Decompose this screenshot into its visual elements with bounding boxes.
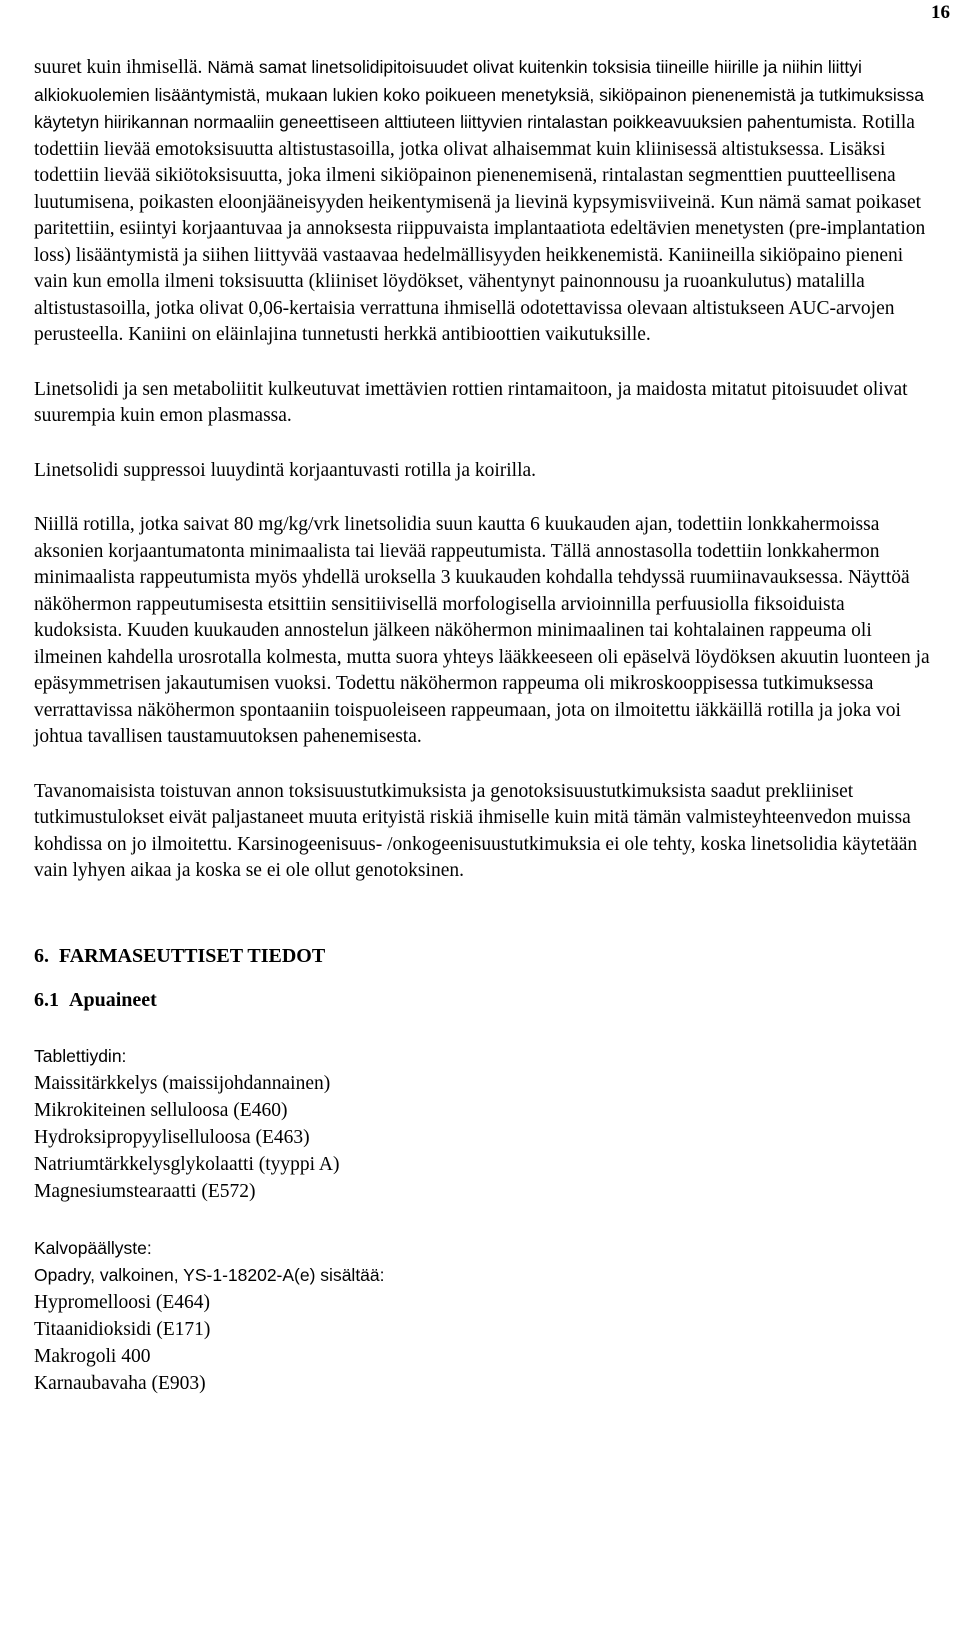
- paragraph-nerve-degeneration: Niillä rotilla, jotka saivat 80 mg/kg/vrk linetsolidia suun kautta 6 kuukauden ajan, todettiin lonkkahermoissa aksonien korjaantumatonta minimaalista tai lievää rappeutumista. Tällä annostasolla todettiin lonkkahermon minimaalista rappeutumista myös yhdellä uroksella 3 kuukauden kohdalla tehdyssä ruumiinavauksessa. Näyttöä näköhermon rappeutumisesta etsittiin sensitiivisellä morfologisella arvioinnilla perfuusiolla fiksoiduista kudoksista. Kuuden kuukauden annostelun jälkeen näköhermon minimaalinen tai kohtalainen rappeuma oli ilmeinen kahdella urosrotalla kolmesta, mutta suora yhteys lääkkeeseen oli epäselvä löydöksen akuutin luonteen ja epäsymmetrisen jakautumisen vuoksi. Todettu näköhermon rappeuma oli mikroskooppisessa tutkimuksessa verrattavissa näköhermon spontaaniin toispuoleiseen rappeumaan, jota on ilmoitettu iäkkäillä rotilla ja joka voi johtua tavallisen taustamuutoksen pahenemisesta.: [34, 514, 930, 747]
- list-item: Mikrokiteinen selluloosa (E460): [34, 1099, 288, 1121]
- list-item: Hypromelloosi (E464): [34, 1291, 211, 1313]
- section-heading-pharmaceutical-particulars: 6. FARMASEUTTISET TIEDOT: [34, 944, 326, 967]
- tablet-core-title: Tablettiydin:: [34, 1045, 127, 1066]
- paragraph-breast-milk: Linetsolidi ja sen metaboliitit kulkeutuvat imettävien rottien rintamaitoon, ja maidosta mitatut pitoisuudet olivat suurempia kuin emon plasmassa.: [34, 378, 908, 426]
- list-item: Hydroksipropyyliselluloosa (E463): [34, 1126, 310, 1148]
- list-item: Maissitärkkelys (maissijohdannainen): [34, 1072, 331, 1094]
- paragraph-reproductive-toxicity: [34, 54, 932, 349]
- paragraph-genotoxicity: Tavanomaisista toistuvan annon toksisuustutkimuksista ja genotoksisuustutkimuksista saadut prekliiniset tutkimustulokset eivät paljastaneet muuta erityistä riskiä ihmiselle kuin mitä tämän valmisteyhteenvedon muissa kohdissa on jo ilmoitettu. Karsinogeenisuus- /onkogeenisuustutkimuksia ei ole tehty, koska linetsolidia käytetään vain lyhyen aikaa ja koska se ei ole ollut genotoksinen.: [34, 780, 918, 881]
- paragraph-bone-marrow: Linetsolidi suppressoi luuydintä korjaantuvasti rotilla ja koirilla.: [34, 459, 537, 481]
- film-coating-title: Kalvopäällyste:: [34, 1237, 152, 1258]
- list-item: Titaanidioksidi (E171): [34, 1318, 211, 1340]
- film-coating-list: [34, 1235, 932, 1397]
- list-item: Natriumtärkkelysglykolaatti (tyyppi A): [34, 1153, 340, 1175]
- list-item: Karnaubavaha (E903): [34, 1372, 206, 1394]
- tablet-core-list: [34, 1043, 932, 1205]
- list-item: Magnesiumstearaatti (E572): [34, 1180, 256, 1202]
- paragraph-fragment-sans: Nämä samat linetsolidipitoisuudet olivat kuitenkin toksisia tiineille hiirille ja niihin liittyi alkiokuolemien lisääntymistä, mukaan lukien koko poikueen menetyksiä, sikiöpainon pienenemistä ja tutkimuksissa käytetyn hiirikannan normaaliin geneettiseen alttiuteen liittyvien rintalastan poikkeavuuksien pahentumista.: [34, 57, 925, 132]
- film-coating-subtitle: Opadry, valkoinen, YS-1-18202-A(e) sisältää:: [34, 1264, 385, 1285]
- subsection-heading-excipients: 6.1 Apuaineet: [34, 988, 157, 1011]
- paragraph-fragment-serif-start: suuret kuin ihmisellä.: [34, 57, 208, 78]
- paragraph-fragment-serif-end: Rotilla todettiin lievää emotoksisuutta altistustasoilla, jotka olivat alhaisemmat kuin kliinisessä altistuksessa. Lisäksi todettiin lievää sikiötoksisuutta, joka ilmeni sikiöpainon pienenemisenä, rintalastan segmenttien puutteellisena luutumisena, poikasten eloonjääneisyyden heikentymisenä ja lievinä kypsymisviiveinä. Kun nämä samat poikaset paritettiin, esiintyi korjaantuvaa ja annoksesta riippuvaista implantaatiota edeltävien menetysten (pre-implantation loss) lisääntymistä ja siihen liittyvää vastaavaa hedelmällisyyden heikkenemistä. Kaniineilla sikiöpaino pieneni vain kun emolla ilmeni toksisuutta (kliiniset löydökset, vähentynyt painonnousu ja ruoankulutus) matalilla altistustasoilla, jotka olivat 0,06-kertaisia verrattuna ihmisellä odotettavissa olevaan altistukseen AUC-arvojen perusteella. Kaniini on eläinlajina tunnetusti herkkä antibioottien vaikutuksille.: [34, 112, 926, 345]
- list-item: Makrogoli 400: [34, 1345, 151, 1367]
- page-number: 16: [931, 2, 950, 23]
